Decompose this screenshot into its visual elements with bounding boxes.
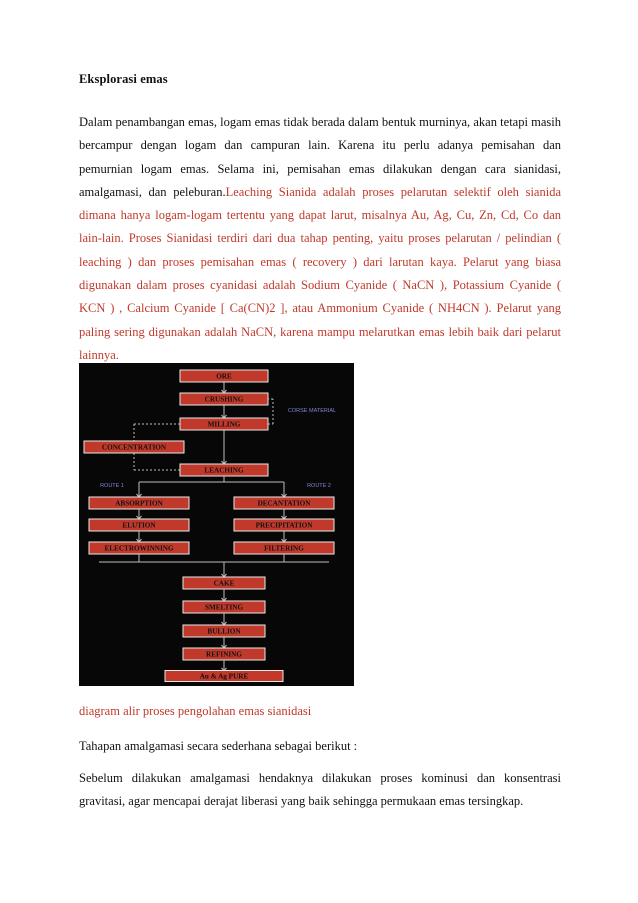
route2-label: ROUTE 2	[307, 483, 331, 489]
flow-step-1-label: CRUSHING	[204, 395, 244, 404]
flow-route2-2-label: FILTERING	[264, 544, 304, 553]
flow-concentration-label: CONCENTRATION	[101, 443, 167, 452]
flow-final-0-label: CAKE	[213, 579, 235, 588]
flowchart-image	[79, 363, 354, 686]
recirculation-label: CORSE MATERIAL	[287, 408, 337, 414]
flow-route2-0-label: DECANTATION	[257, 499, 311, 508]
section-heading: Eksplorasi emas	[79, 72, 168, 86]
flow-final-2-label: BULLION	[207, 627, 241, 636]
flow-product-label: Au & Ag PURE	[199, 672, 249, 681]
paragraph-intro-text: Dalam penambangan emas, logam emas tidak berada dalam bentuk murninya, akan tetapi masih bercampur dengan logam dan campuran lain. Karena itu perlu adanya pemisahan dan pemurnian logam emas. Selama ini, pemisahan emas dilakukan dengan cara sianidasi, amalgamasi, dan peleburan.	[79, 115, 561, 199]
flow-step-3-label: LEACHING	[204, 466, 244, 475]
flow-final-1-label: SMELTING	[204, 603, 244, 612]
figure-caption: diagram alir proses pengolahan emas sianidasi	[79, 704, 312, 718]
paragraph-amalgamation: Tahapan amalgamasi secara sederhana sebagai berikut :	[79, 739, 358, 753]
flow-step-0-label: ORE	[216, 372, 232, 381]
paragraph-preparation: Sebelum dilakukan amalgamasi hendaknya dilakukan proses kominusi dan konsentrasi gravitasi, agar mencapai derajat liberasi yang baik sehingga permukaan emas tersingkap.	[79, 771, 561, 809]
flow-route1-0-label: ABSORPTION	[115, 499, 163, 508]
flow-route1-1-label: ELUTION	[122, 521, 156, 530]
flow-final-3-label: REFINING	[206, 650, 242, 659]
flowchart-diagram	[79, 363, 354, 686]
paragraph-leaching-text: Leaching Sianida adalah proses pelarutan selektif oleh sianida dimana hanya logam-logam tertentu yang dapat larut, misalnya Au, Ag, Cu, Zn, Cd, Co dan lain-lain. Proses Sianidasi terdiri dari dua tahap penting, yaitu proses pelarutan / pelindian ( leaching ) dan proses pemisahan emas ( recovery ) dari larutan kaya. Pelarut yang biasa digunakan dalam proses cyanidasi adalah Sodium Cyanide ( NaCN ), Potassium Cyanide ( KCN ) , Calcium Cyanide [ Ca(CN)2 ], atau Ammonium Cyanide ( NH4CN ). Pelarut yang paling sering digunakan adalah NaCN, karena mampu melarutkan emas lebih baik dari pelarut lainnya.	[79, 184, 562, 362]
flow-route1-2-label: ELECTROWINNING	[104, 544, 174, 553]
paragraph-intro	[79, 111, 561, 367]
flow-step-2-label: MILLING	[207, 420, 241, 429]
flow-route2-1-label: PRECIPITATION	[255, 521, 313, 530]
route1-label: ROUTE 1	[100, 483, 124, 489]
